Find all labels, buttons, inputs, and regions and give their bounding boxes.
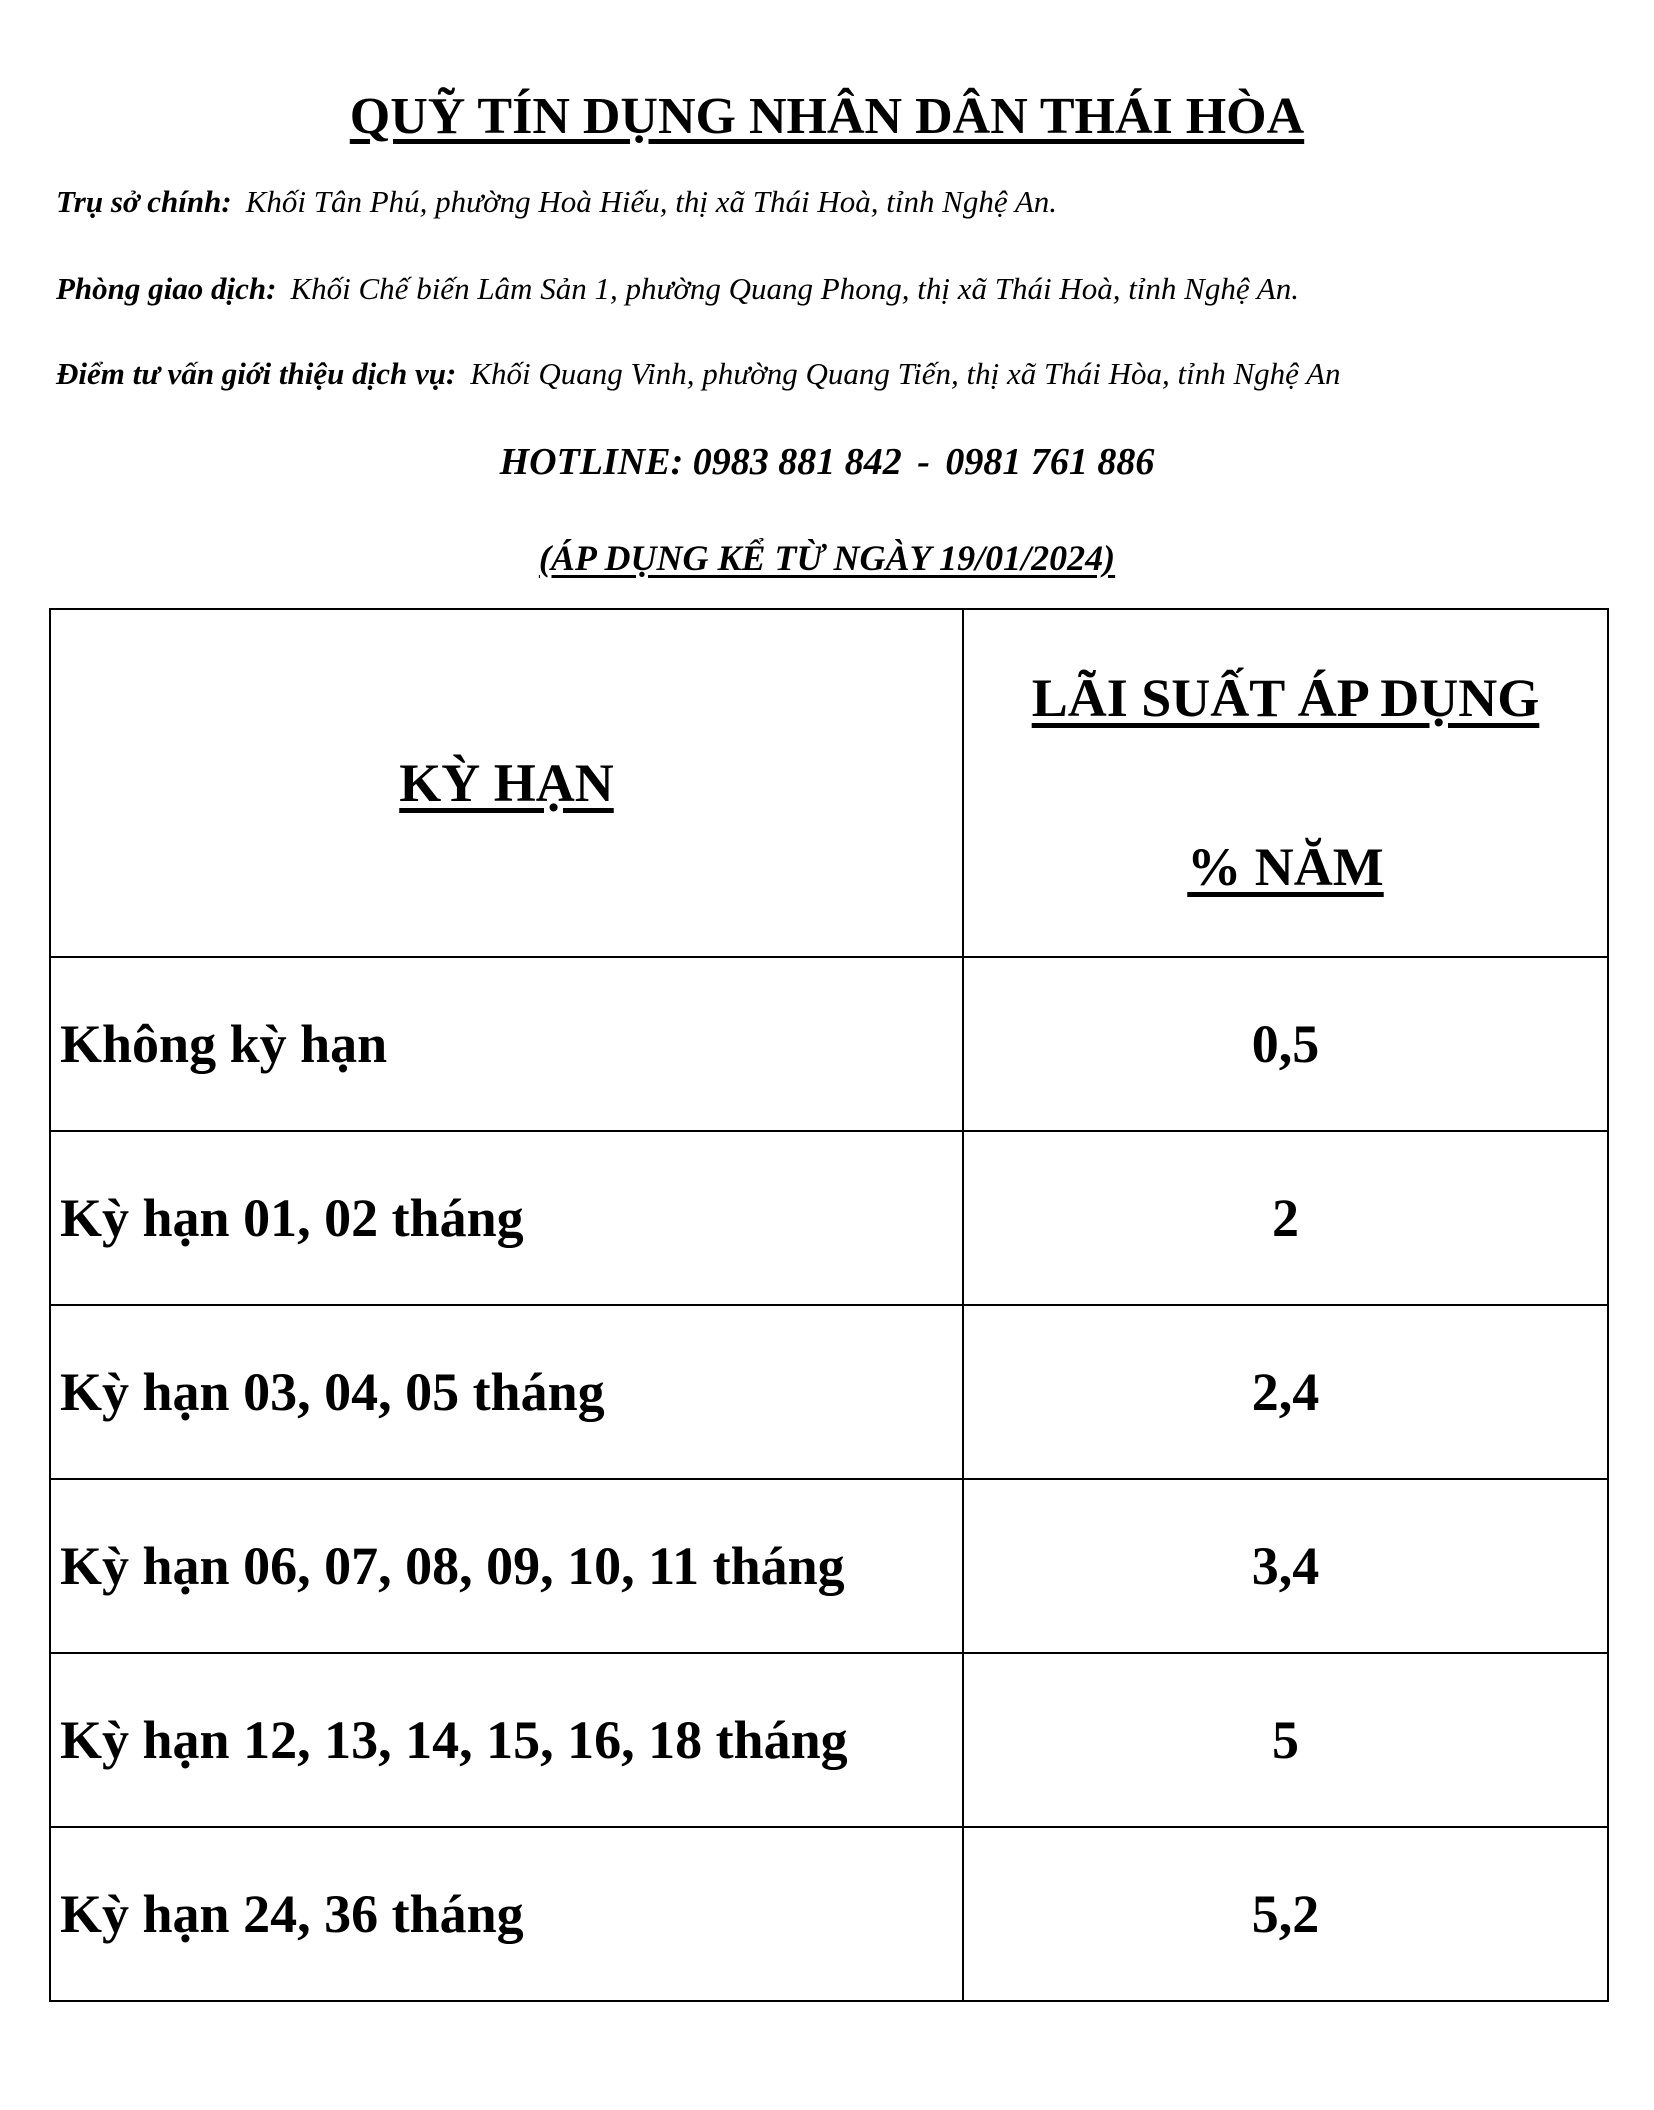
- branch-label: Phòng giao dịch:: [56, 271, 277, 306]
- term-cell: Kỳ hạn 12, 13, 14, 15, 16, 18 tháng: [50, 1653, 963, 1827]
- column-header-rate-line-1: LÃI SUẤT ÁP DỤNG: [1031, 668, 1540, 729]
- hotline-label: HOTLINE:: [499, 441, 684, 483]
- term-cell: Kỳ hạn 01, 02 tháng: [50, 1131, 963, 1305]
- headquarters-address: [56, 183, 1057, 220]
- page-title: QUỸ TÍN DỤNG NHÂN DÂN THÁI HÒA: [349, 88, 1305, 145]
- interest-rate-table: [49, 608, 1609, 2002]
- rate-cell: 3,4: [963, 1479, 1608, 1653]
- hotline-phone-2: 0981 761 886: [945, 441, 1155, 483]
- table-row: [50, 1653, 1608, 1827]
- rate-cell: 0,5: [963, 957, 1608, 1131]
- term-cell: Kỳ hạn 24, 36 tháng: [50, 1827, 963, 2001]
- headquarters-value: Khối Tân Phú, phường Hoà Hiếu, thị xã Thái Hoà, tỉnh Nghệ An.: [245, 184, 1058, 219]
- hotline-separator: -: [917, 441, 930, 483]
- table-row: [50, 957, 1608, 1131]
- term-cell: Kỳ hạn 03, 04, 05 tháng: [50, 1305, 963, 1479]
- headquarters-label: Trụ sở chính:: [56, 184, 232, 219]
- branch-value: Khối Chế biến Lâm Sản 1, phường Quang Phong, thị xã Thái Hoà, tỉnh Nghệ An.: [290, 271, 1299, 306]
- table-row: [50, 1131, 1608, 1305]
- column-header-rate-line-2: % NĂM: [1187, 837, 1384, 897]
- advisory-label: Điểm tư vấn giới thiệu dịch vụ:: [56, 356, 457, 391]
- advisory-value: Khối Quang Vinh, phường Quang Tiến, thị xã Thái Hòa, tỉnh Nghệ An: [470, 356, 1341, 391]
- rate-cell: 5,2: [963, 1827, 1608, 2001]
- rate-cell: 2: [963, 1131, 1608, 1305]
- hotline-phone-1: 0983 881 842: [692, 441, 902, 483]
- hotline: [0, 440, 1654, 486]
- term-cell: Không kỳ hạn: [50, 957, 963, 1131]
- table-row: [50, 1305, 1608, 1479]
- branch-address: [56, 270, 1299, 307]
- table-header-row: [50, 609, 1608, 957]
- effective-date: (ÁP DỤNG KỂ TỪ NGÀY 19/01/2024): [538, 538, 1116, 578]
- advisory-address: [56, 355, 1341, 392]
- term-cell: Kỳ hạn 06, 07, 08, 09, 10, 11 tháng: [50, 1479, 963, 1653]
- table-row: [50, 1479, 1608, 1653]
- rate-cell: 5: [963, 1653, 1608, 1827]
- column-header-term: KỲ HẠN: [50, 609, 963, 957]
- table-row: [50, 1827, 1608, 2001]
- rate-cell: 2,4: [963, 1305, 1608, 1479]
- column-header-rate: [963, 609, 1608, 957]
